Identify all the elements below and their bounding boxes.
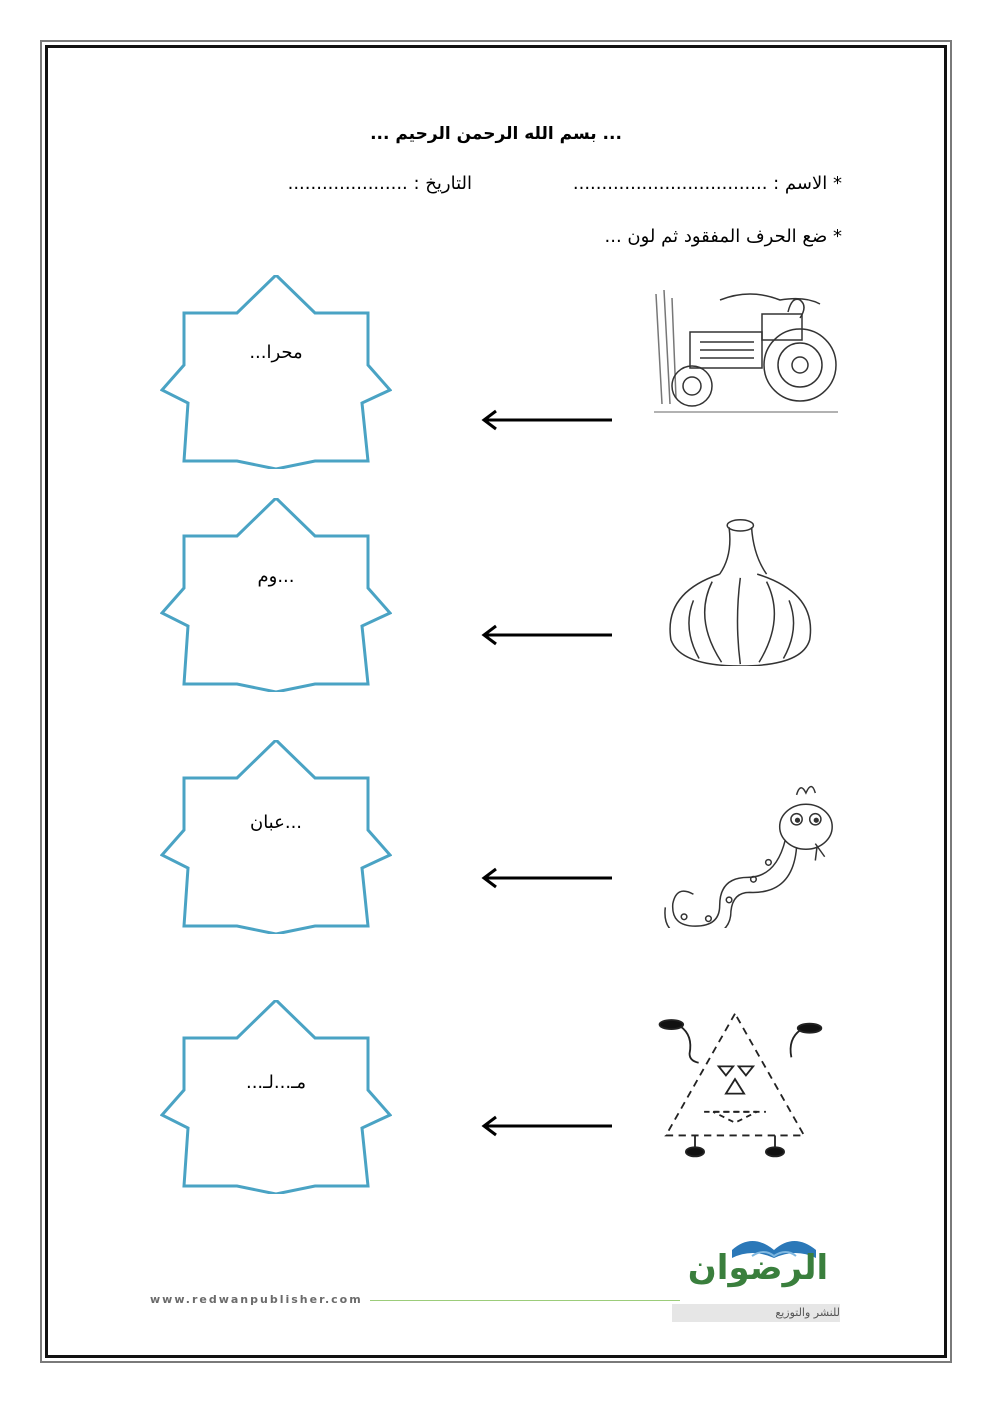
- star-shape: [160, 498, 392, 692]
- arrow-left-icon: [478, 866, 618, 890]
- missing-letter-word: ...وم: [257, 566, 295, 587]
- basmala-heading: ... بسم الله الرحمن الرحيم ...: [370, 124, 622, 144]
- arrow-left-icon: [478, 1114, 618, 1138]
- date-field: التاريخ : .....................: [287, 173, 472, 194]
- exercise-row-4: [0, 1000, 992, 1210]
- publisher-logo-word: الرضوان: [687, 1248, 829, 1288]
- exercise-row-2: [0, 498, 992, 708]
- footer-url: www.redwanpublisher.com: [150, 1293, 363, 1306]
- garlic-picture: [650, 516, 840, 666]
- arrow-left-icon: [478, 623, 618, 647]
- tractor-picture: [650, 280, 840, 430]
- star-shape: [160, 740, 392, 934]
- arrow-left-icon: [478, 408, 618, 432]
- footer-divider: [370, 1300, 680, 1301]
- star-shape: [160, 275, 392, 469]
- snake-picture: [650, 778, 840, 928]
- publisher-logo-subtitle: للنشر والتوزيع: [672, 1304, 840, 1322]
- name-field: * الاسم : ..................................: [572, 173, 842, 194]
- missing-letter-word: ...عبان: [249, 812, 303, 833]
- instruction-text: * ضع الحرف المفقود ثم لون ...: [604, 226, 842, 247]
- missing-letter-word: مـ...لـ...: [245, 1072, 306, 1093]
- missing-letter-word: محرا...: [249, 342, 303, 363]
- exercise-row-1: [0, 275, 992, 485]
- star-shape: [160, 1000, 392, 1194]
- exercise-row-3: [0, 740, 992, 950]
- triangle-character-picture: [650, 1010, 840, 1160]
